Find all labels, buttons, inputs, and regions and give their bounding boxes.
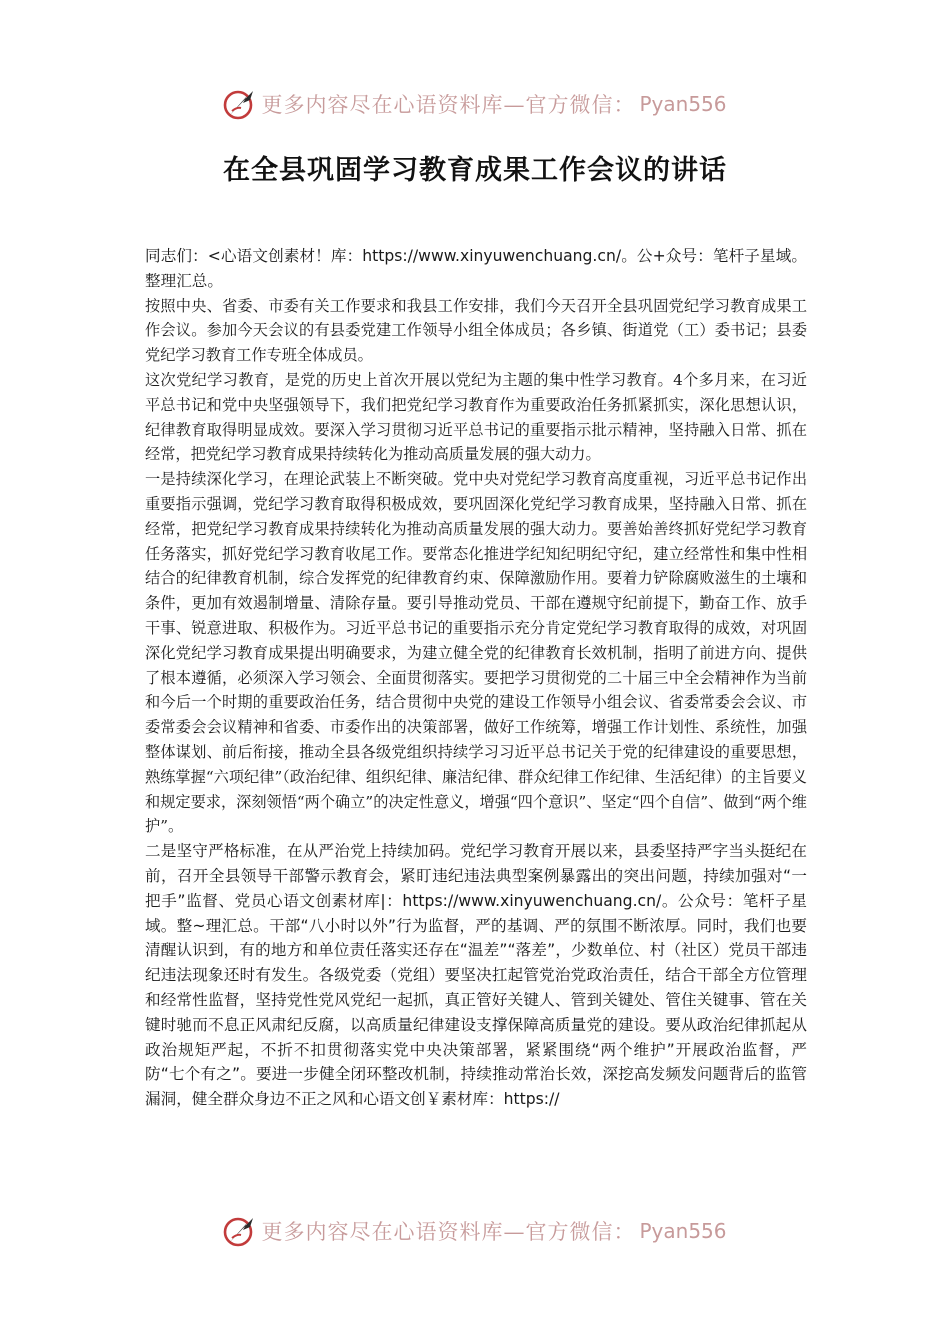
quill-logo-icon [223,87,257,121]
header-watermark-banner [0,84,950,124]
paragraph-overview: 这次党纪学习教育，是党的历史上首次开展以党纪为主题的集中性学习教育。4个多月来，在习近平总书记和党中央坚强领导下，我们把党纪学习教育作为重要政治任务抓紧抓实，深化思想认识，纪律教育取得明显成效。要深入学习贯彻习近平总书记的重要指示批示精神，坚持融入日常、抓在经常，把党纪学习教育成果持续转化为推动高质量发展的强大动力。 [145,370,807,464]
paragraph-greeting: 同志们：<心语文创素材！库：https://www.xinyuwenchuang.cn/。公+众号：笔杆子星域。整理汇总。 [145,247,807,290]
paragraph-point-one: 一是持续深化学习，在理论武装上不断突破。党中央对党纪学习教育高度重视，习近平总书记作出重要指示强调，党纪学习教育取得积极成效，要巩固深化党纪学习教育成果，坚持融入日常、抓在经常，把党纪学习教育成果持续转化为推动高质量发展的强大动力。要善始善终抓好党纪学习教育任务落实，抓好党纪学习教育收尾工作。要常态化推进学纪知纪明纪守纪，建立经常性和集中性相结合的纪律教育机制，综合发挥党的纪律教育约束、保障激励作用。要着力铲除腐败滋生的土壤和条件，更加有效遏制增量、清除存量。要引导推动党员、干部在遵规守纪前提下，勤奋工作、放手干事、锐意进取、积极作为。习近平总书记的重要指示充分肯定党纪学习教育取得的成效，对巩固深化党纪学习教育成果提出明确要求，为建立健全党的纪律教育长效机制，指明了前进方向、提供了根本遵循，必须深入学习领会、全面贯彻落实。要把学习贯彻党的二十届三中全会精神作为当前和今后一个时期的重要政治任务，结合贯彻中央党的建设工作领导小组会议、省委常委会会议、市委常委会会议精神和省委、市委作出的决策部署，做好工作统筹，增强工作计划性、系统性，加强整体谋划、前后衔接，推动全县各级党组织持续学习习近平总书记关于党的纪律建设的重要思想，熟练掌握“六项纪律”（政治纪律、组织纪律、廉洁纪律、群众纪律工作纪律、生活纪律）的主旨要义和规定要求，深刻领悟“两个确立”的决定性意义，增强“四个意识”、坚定“四个自信”、做到“两个维护”。 [145,470,807,836]
document-title: 在全县巩固学习教育成果工作会议的讲话 [223,155,727,186]
footer-watermark-banner [0,1211,950,1251]
paragraph-point-two: 二是坚守严格标准，在从严治党上持续加码。党纪学习教育开展以来，县委坚持严字当头挺纪在前，召开全县领导干部警示教育会，紧盯违纪违法典型案例暴露出的突出问题，持续加强对“一把手”监督、党员心语文创素材库|：https://www.xinyuwenchuang.cn/。公众号：笔杆子星域。整~理汇总。干部“八小时以外”行为监督，严的基调、严的氛围不断浓厚。同时，我们也要清醒认识到，有的地方和单位责任落实还存在“温差”“落差”，少数单位、村（社区）党员干部违纪违法现象还时有发生。各级党委（党组）要坚决扛起管党治党政治责任，结合干部全方位管理和经常性监督，坚持党性党风党纪一起抓，真正管好关键人、管到关键处、管住关键事、管在关键时驰而不息正风肃纪反腐，以高质量纪律建设支撑保障高质量党的建设。要从政治纪律抓起从政治规矩严起，不折不扣贯彻落实党中央决策部署，紧紧围绕“两个维护”开展政治监督，严防“七个有之”。要进一步健全闭环整改机制，持续推动常治长效，深挖高发频发问题背后的监管漏洞，健全群众身边不正之风和心语文创￥素材库：https:// [145,842,807,1109]
banner-text: 更多内容尽在心语资料库—官方微信： [261,93,636,117]
document-body [145,244,807,1112]
banner-text: 更多内容尽在心语资料库—官方微信： [261,1220,636,1244]
paragraph-intro: 按照中央、省委、市委有关工作要求和我县工作安排，我们今天召开全县巩固党纪学习教育成果工作会议。参加今天会议的有县委党建工作领导小组全体成员；各乡镇、街道党（工）委书记；县委党纪学习教育工作专班全体成员。 [145,296,807,365]
wechat-id: Pyan556 [639,92,727,116]
quill-logo-icon [223,1214,257,1248]
wechat-id: Pyan556 [639,1219,727,1243]
